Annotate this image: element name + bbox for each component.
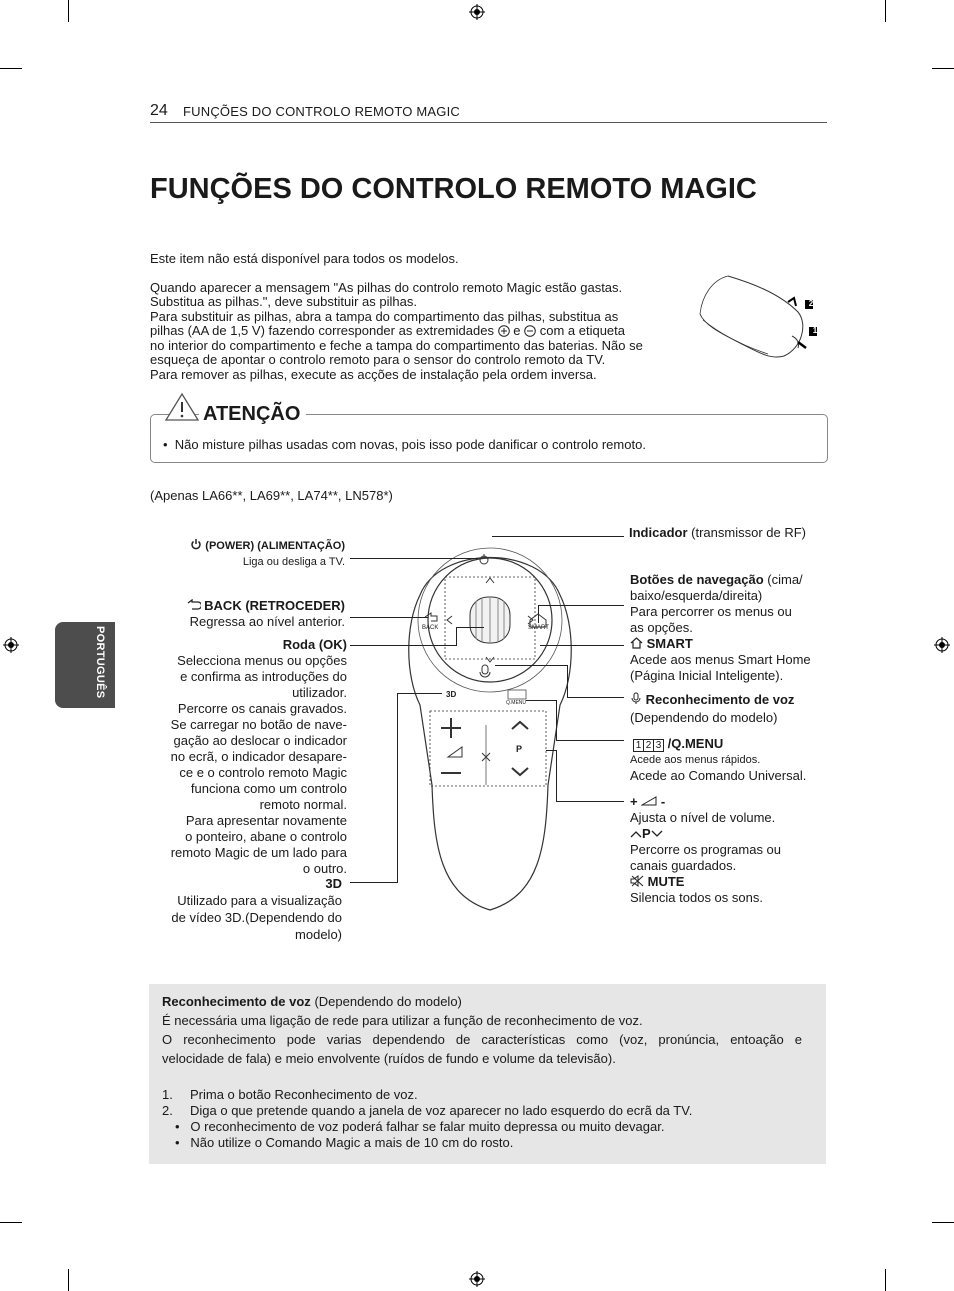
voice-bullet: • O reconhecimento de voz poderá falhar se falar muito depressa ou muito devagar. [175, 1119, 665, 1134]
leader-line [456, 627, 484, 628]
wheel-line: remoto Magic de um lado para [170, 845, 347, 860]
smart-title: SMART [646, 636, 693, 651]
voice-desc: (Dependendo do modelo) [630, 710, 778, 725]
intro-line: esqueça de apontar o controlo remoto para o sensor do controlo remoto da TV. [150, 352, 606, 367]
wheel-line: o outro. [302, 861, 347, 876]
leader-line [350, 645, 456, 646]
smart-title-line [630, 636, 830, 652]
intro-line: Para substituir as pilhas, abra a tampa do compartimento das pilhas, substitua as [150, 308, 619, 324]
wheel-line: o ponteiro, abane o controlo [185, 829, 347, 844]
registration-mark-icon [469, 4, 485, 20]
qmenu-line: Acede ao Comando Universal. [630, 768, 807, 783]
leader-line [567, 697, 624, 698]
qmenu-title: /Q.MENU [667, 736, 724, 751]
remote-p-label: P [516, 744, 523, 754]
wheel-line: utilizador. [292, 685, 347, 700]
leader-line [556, 801, 624, 802]
leader-line [567, 665, 568, 697]
wheel-line: no ecrã, o indicador desapare- [170, 749, 347, 764]
battery-step-2: 2 [808, 299, 814, 308]
voice-box-title: Reconhecimento de voz [162, 994, 311, 1009]
mute-title: MUTE [647, 874, 685, 889]
warning-icon [164, 392, 200, 422]
3d-line: Utilizado para a visualização [177, 893, 342, 908]
crop-mark [932, 1222, 954, 1223]
back-title: BACK (RETROCEDER) [204, 598, 345, 613]
crop-mark [68, 0, 69, 22]
digit-key: 3 [654, 739, 664, 752]
channel-title-line [630, 826, 830, 842]
power-desc: Liga ou desliga a TV. [242, 556, 345, 568]
intro-line: Para remover as pilhas, execute as acções de instalação pela ordem inversa. [150, 366, 597, 382]
crop-mark [0, 68, 22, 69]
attention-text: Não misture pilhas usadas com novas, pois isso pode danificar o controlo remoto. [174, 437, 646, 452]
registration-mark-icon [934, 637, 950, 653]
attention-label: ATENÇÃO [199, 403, 306, 426]
intro-fragment: e [513, 323, 521, 338]
leader-line [546, 750, 556, 751]
language-tab [55, 622, 115, 708]
remote-back-label: BACK [422, 625, 439, 631]
wheel-line: e confirma as introduções do [180, 669, 347, 684]
wheel-line: Percorre os canais gravados. [177, 701, 347, 716]
power-callout-title [150, 537, 345, 554]
voice-title: Reconhecimento de voz [645, 692, 795, 707]
3d-callout [145, 875, 342, 943]
power-title: (POWER) (ALIMENTAÇÃO) [205, 540, 345, 552]
minus-terminal-icon [524, 325, 536, 337]
voice-box-line: velocidade de fala) e meio envolvente (ruídos de fundo e volume da televisão). [162, 1051, 616, 1066]
voice-box-title-suffix: (Dependendo do modelo) [314, 994, 462, 1009]
leader-line [538, 605, 539, 623]
nav-line: as opções. [630, 620, 693, 635]
leader-line [397, 693, 442, 694]
digit-key: 2 [644, 739, 654, 752]
step-number: 2. [162, 1103, 173, 1118]
power-icon [190, 538, 202, 550]
crop-mark [932, 68, 954, 69]
remote-3d-label: 3D [446, 690, 457, 699]
leader-line [492, 536, 624, 537]
smart-line: (Página Inicial Inteligente). [630, 668, 784, 683]
back-callout-title [150, 598, 345, 614]
volume-title-line [630, 794, 830, 810]
crop-mark [885, 1269, 886, 1291]
voice-step [162, 1103, 692, 1119]
microphone-icon [630, 692, 642, 705]
leader-line [350, 617, 428, 618]
page-number: 24 [150, 102, 168, 119]
mute-icon [630, 875, 644, 887]
intro-line: Este item não está disponível para todos os modelos. [150, 251, 459, 266]
step-text: Prima o botão Reconhecimento de voz. [190, 1087, 418, 1102]
wheel-line: Selecciona menus ou opções [177, 653, 347, 668]
indicator-desc: (transmissor de RF) [691, 525, 806, 540]
step-text: Diga o que pretende quando a janela de voz aparecer no lado esquerdo do ecrã da TV. [190, 1103, 693, 1118]
volume-plus: + [630, 794, 638, 809]
back-desc: Regressa ao nível anterior. [189, 614, 345, 629]
leader-line [556, 700, 557, 740]
intro-line [150, 324, 695, 339]
volume-callout [630, 794, 830, 906]
leader-line [350, 558, 478, 559]
models-note: (Apenas LA66**, LA69**, LA74**, LN578*) [150, 488, 393, 503]
voice-bullet: • Não utilize o Comando Magic a mais de 10 cm do rosto. [175, 1135, 514, 1150]
channel-line: Percorre os programas ou [630, 842, 782, 857]
voice-box-line: O reconhecimento pode varias dependendo de características como (voz, pronúncia, entoação e [162, 1032, 802, 1047]
chevron-down-icon [651, 830, 663, 838]
volume-desc: Ajusta o nível de volume. [630, 810, 776, 825]
channel-title: P [642, 826, 651, 841]
bullet-text: Não utilize o Comando Magic a mais de 10 cm do rosto. [190, 1135, 514, 1150]
battery-step-1: 1 [812, 326, 818, 335]
indicator-callout [629, 525, 829, 541]
registration-mark-icon [3, 637, 19, 653]
leader-line [526, 700, 556, 701]
wheel-line: funciona como um controlo [190, 781, 347, 796]
3d-line [145, 909, 342, 926]
intro-fragment: com a etiqueta [539, 323, 625, 338]
3d-fragment: (Dependendo do [245, 910, 342, 925]
voice-box-line: É necessária uma ligação de rede para utilizar a função de reconhecimento de voz. [162, 1013, 643, 1028]
attention-item [163, 437, 646, 452]
qmenu-title-line [633, 736, 833, 752]
qmenu-callout [630, 736, 833, 784]
registration-mark-icon [469, 1271, 485, 1287]
running-header: FUNÇÕES DO CONTROLO REMOTO MAGIC [183, 104, 461, 119]
crop-mark [885, 0, 886, 22]
wheel-line: remoto normal. [259, 797, 347, 812]
leader-line [538, 605, 624, 606]
back-icon [187, 599, 201, 611]
nav-title: Botões de navegação [630, 572, 764, 587]
voice-step [162, 1087, 418, 1103]
volume-minus: - [660, 794, 666, 809]
page-title: FUNÇÕES DO CONTROLO REMOTO MAGIC [150, 173, 757, 205]
voice-title-line [630, 691, 830, 709]
home-icon [630, 637, 643, 649]
leader-line [495, 665, 567, 666]
qmenu-line: Acede aos menus rápidos. [630, 754, 761, 766]
crop-mark [68, 1269, 69, 1291]
indicator-title: Indicador [629, 525, 688, 540]
nav-callout [630, 572, 830, 684]
wheel-line: ce e o controlo remoto Magic [179, 765, 347, 780]
voice-box-title-line [162, 992, 462, 1011]
3d-title: 3D [325, 876, 342, 891]
leader-line [540, 645, 624, 646]
chevron-up-icon [630, 830, 642, 838]
wheel-line: Para apresentar novamente [185, 813, 347, 828]
language-tab-label: PORTUGUÊS [94, 626, 106, 699]
leader-line [556, 740, 624, 741]
nav-line [630, 572, 830, 588]
intro-line: Substitua as pilhas.", deve substituir as pilhas. [150, 294, 417, 309]
wheel-line: Se carregar no botão de nave- [170, 717, 347, 732]
nav-line: baixo/esquerda/direita) [630, 588, 763, 603]
intro-line: no interior do compartimento e feche a tampa do compartimento das baterias. Não se [150, 337, 643, 353]
leader-line [350, 882, 398, 883]
plus-terminal-icon [498, 325, 510, 337]
intro-text [150, 252, 695, 382]
battery-cover-illustration [698, 272, 818, 362]
header-rule [150, 122, 827, 123]
bullet: • [163, 437, 168, 452]
digit-key: 1 [633, 739, 644, 752]
channel-line: canais guardados. [630, 858, 737, 873]
power-callout [150, 537, 345, 570]
intro-line: Quando aparecer a mensagem "As pilhas do controlo remoto Magic estão gastas. [150, 279, 623, 295]
leader-line [556, 750, 557, 801]
smart-line: Acede aos menus Smart Home [630, 652, 811, 667]
remote-qmenu-label: Q.MENU [506, 700, 526, 706]
wheel-line: gação ao deslocar o indicador [173, 733, 347, 748]
leader-line [456, 627, 457, 646]
magic-remote-illustration [400, 525, 580, 920]
back-callout [150, 598, 345, 630]
bullet-text: O reconhecimento de voz poderá falhar se falar muito depressa ou muito devagar. [190, 1119, 665, 1134]
wheel-callout [145, 637, 347, 877]
nav-line: Para percorrer os menus ou [630, 604, 792, 619]
volume-icon [641, 796, 657, 806]
3d-line: modelo) [295, 927, 342, 942]
crop-mark [0, 1222, 22, 1223]
3d-fragment: de vídeo 3D. [171, 910, 246, 925]
intro-fragment: pilhas (AA de 1,5 V) fazendo corresponder as extremidades [150, 323, 494, 338]
remote-smart-label: SMART [528, 625, 549, 631]
step-number: 1. [162, 1087, 173, 1102]
mute-desc: Silencia todos os sons. [630, 890, 763, 905]
mute-title-line [630, 874, 830, 890]
voice-callout [630, 691, 830, 727]
wheel-title: Roda (OK) [282, 637, 347, 652]
nav-fragment: (cima/ [767, 572, 803, 587]
leader-line [397, 693, 398, 883]
